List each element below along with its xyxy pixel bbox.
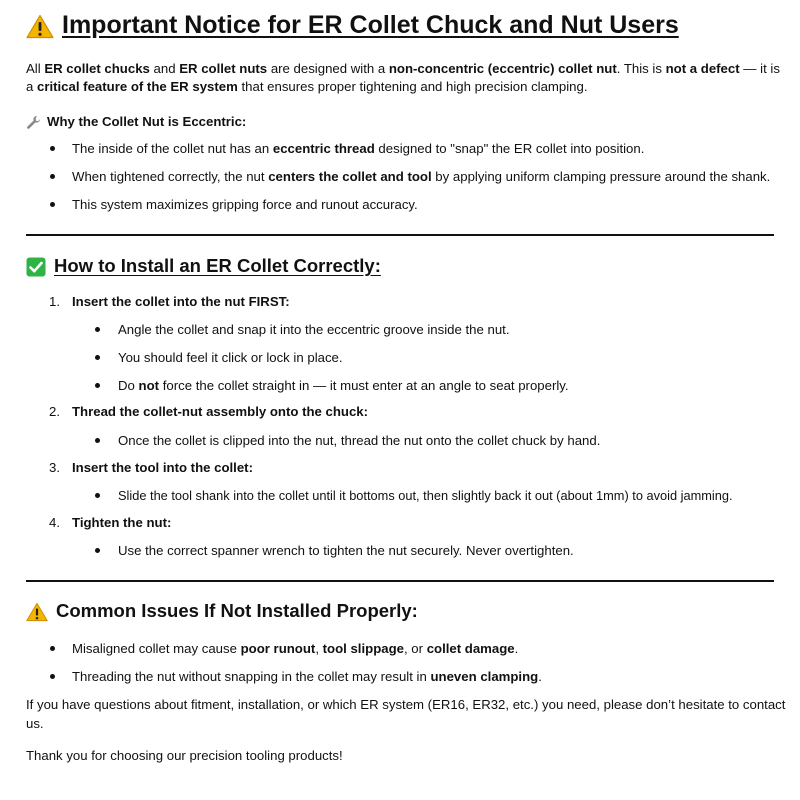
text-run: are designed with a	[267, 61, 389, 76]
step-number: 2.	[49, 404, 60, 419]
intro-line-2	[26, 76, 776, 97]
step-title: Tighten the nut:	[72, 515, 172, 530]
step-bullet	[118, 376, 569, 396]
text-run: by applying uniform clamping pressure around the shank.	[431, 169, 771, 184]
bullet-dot	[95, 327, 100, 332]
page-title	[26, 8, 679, 42]
install-heading	[26, 253, 381, 279]
issues-bullet-2	[72, 667, 542, 687]
thanks-line: Thank you for choosing our precision tooling products!	[26, 748, 343, 763]
text-run: . This is	[616, 61, 666, 76]
text-run: and	[149, 61, 180, 76]
bold-text: non-concentric (eccentric) collet nut	[388, 61, 617, 76]
wrench-icon	[26, 115, 41, 130]
bold-text: uneven clamping	[430, 669, 539, 684]
text-run: This system maximizes gripping force and runout accuracy.	[72, 197, 418, 212]
text-run: Once the collet is clipped into the nut, thread the nut onto the collet chuck by hand.	[118, 433, 601, 448]
section-divider	[26, 234, 774, 236]
bold-text: ER collet nuts	[179, 61, 268, 76]
step-bullet	[118, 320, 509, 340]
step-bullet	[118, 348, 343, 368]
warning-icon	[26, 14, 54, 39]
contact-line-2: us.	[26, 716, 44, 731]
step-number: 4.	[49, 515, 60, 530]
bullet-dot	[95, 548, 100, 553]
text-run: Do	[118, 378, 139, 393]
bold-text: tool slippage	[322, 641, 404, 656]
step-title: Thread the collet-nut assembly onto the chuck:	[72, 404, 369, 419]
text-run: .	[514, 641, 519, 656]
why-heading	[26, 112, 246, 132]
text-run: Angle the collet and snap it into the eccentric groove inside the nut.	[118, 322, 510, 337]
bold-text: eccentric thread	[272, 141, 375, 156]
text-run: that ensures proper tightening and high precision clamping.	[237, 79, 588, 94]
text-run: .	[538, 669, 542, 684]
text-run: Threading the nut without snapping in the collet may result in	[72, 669, 431, 684]
text-run: ,	[315, 641, 323, 656]
text-run: a	[26, 79, 37, 94]
bullet-dot	[50, 146, 55, 151]
text-run: All	[26, 61, 45, 76]
section-divider	[26, 580, 774, 582]
bullet-dot	[50, 646, 55, 651]
text-run: , or	[403, 641, 427, 656]
install-heading-text: How to Install an ER Collet Correctly:	[54, 255, 381, 276]
bold-text: centers the collet and tool	[268, 169, 432, 184]
text-run: designed to "snap" the ER collet into position.	[374, 141, 645, 156]
bullet-dot	[95, 383, 100, 388]
bullet-dot	[95, 355, 100, 360]
issues-heading	[26, 598, 418, 624]
issues-heading-text: Common Issues If Not Installed Properly:	[56, 600, 418, 621]
bullet-dot	[50, 202, 55, 207]
bold-text: poor runout	[240, 641, 316, 656]
bullet-dot	[50, 674, 55, 679]
step-bullet	[118, 541, 574, 561]
issues-bullet-1	[72, 639, 518, 659]
text-run: force the collet straight in — it must enter at an angle to seat properly.	[159, 378, 569, 393]
bold-text: collet damage	[426, 641, 515, 656]
check-box-icon	[26, 257, 46, 277]
why-bullet-3	[72, 195, 418, 215]
contact-line-1: If you have questions about fitment, installation, or which ER system (ER16, ER32, etc.) you need, please don’t hesitate to contact	[26, 697, 786, 712]
step-bullet	[118, 431, 600, 451]
text-run: When tightened correctly, the nut	[72, 169, 269, 184]
step-title: Insert the tool into the collet:	[72, 460, 253, 475]
step-number: 1.	[49, 294, 60, 309]
text-run: Slide the tool shank into the collet until it bottoms out, then slightly back it out (about 1mm) to avoid jamming.	[118, 488, 733, 503]
step-number: 3.	[49, 460, 60, 475]
text-run: The inside of the collet nut has an	[72, 141, 273, 156]
text-run: — it is	[739, 61, 780, 76]
why-bullet-2	[72, 167, 770, 187]
warning-icon	[26, 602, 48, 622]
step-bullet	[118, 486, 733, 506]
why-heading-text: Why the Collet Nut is Eccentric:	[47, 114, 247, 129]
step-title: Insert the collet into the nut FIRST:	[72, 294, 290, 309]
bold-text: not	[138, 378, 160, 393]
bold-text: not a defect	[665, 61, 740, 76]
bullet-dot	[50, 174, 55, 179]
text-run: Use the correct spanner wrench to tighten the nut securely. Never overtighten.	[118, 543, 574, 558]
bullet-dot	[95, 438, 100, 443]
text-run: Misaligned collet may cause	[72, 641, 241, 656]
bold-text: ER collet chucks	[44, 61, 150, 76]
bullet-dot	[95, 493, 100, 498]
bold-text: critical feature of the ER system	[37, 79, 238, 94]
page-title-text: Important Notice for ER Collet Chuck and Nut Users	[62, 11, 679, 39]
text-run: You should feel it click or lock in place.	[118, 350, 343, 365]
why-bullet-1	[72, 139, 644, 159]
